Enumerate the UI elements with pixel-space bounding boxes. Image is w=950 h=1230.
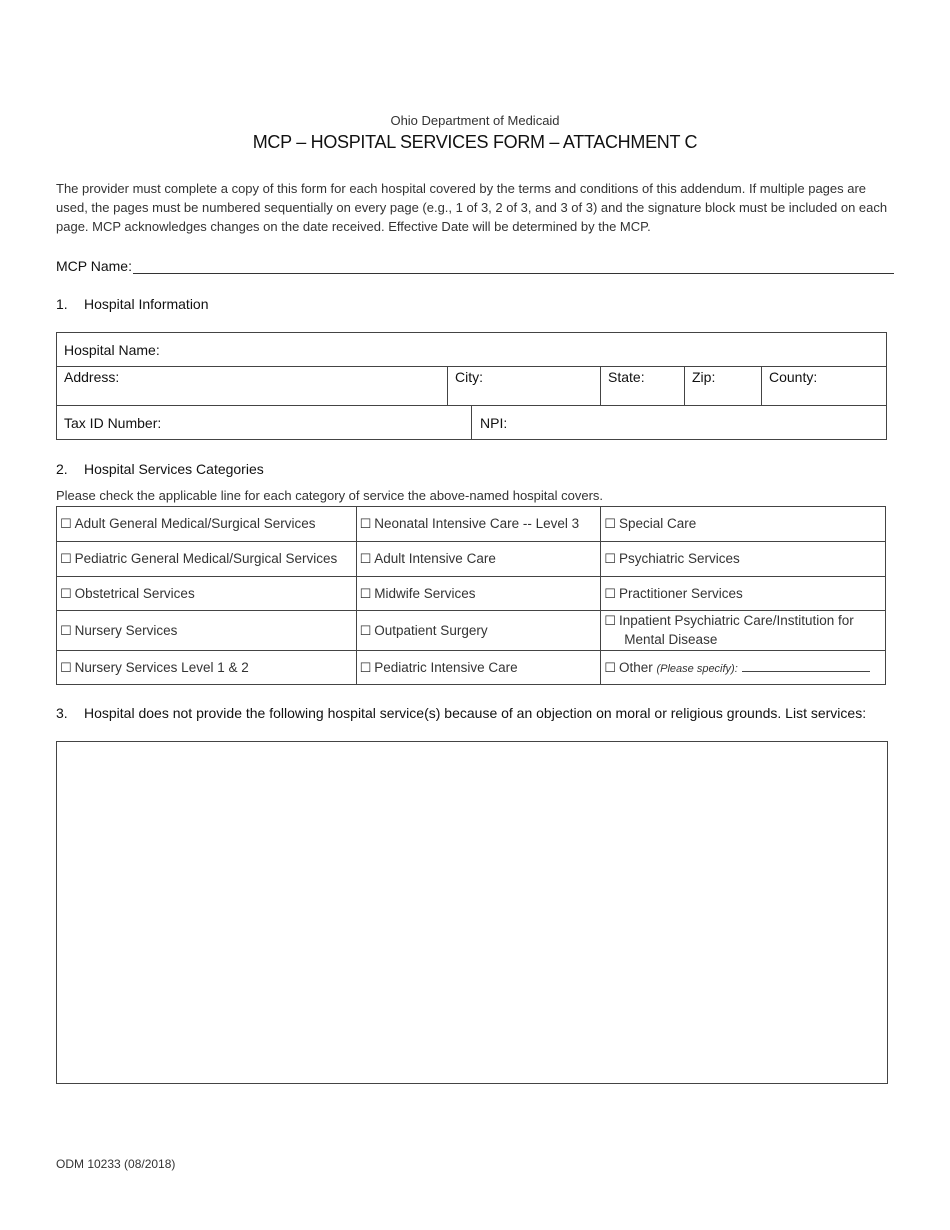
table-row — [57, 507, 886, 542]
category-label: Inpatient Psychiatric Care/Institution for — [618, 613, 854, 628]
checkbox-icon[interactable]: ☐ — [359, 586, 372, 602]
section3-number: 3. — [56, 705, 68, 721]
category-obstetrical[interactable] — [57, 577, 357, 611]
table-row — [57, 611, 886, 651]
services-objection-textarea[interactable] — [56, 741, 888, 1084]
category-label: Other — [618, 660, 653, 675]
category-pediatric-general[interactable] — [57, 542, 357, 577]
checkbox-icon[interactable]: ☐ — [359, 623, 372, 639]
category-nursery-level[interactable] — [57, 651, 357, 685]
section3-title: Hospital does not provide the following hospital service(s) because of an objection on moral or religious grounds. List services: — [84, 705, 867, 721]
intro-paragraph: The provider must complete a copy of this form for each hospital covered by the terms and conditions of this addendum. If multiple pages are used, the pages must be numbered sequentially on every page (e.g., 1 of 3, 2 of 3, and 3 of 3) and the signature block must be included on each page. MCP acknowledges changes on the date received. Effective Date will be determined by the MCP. — [56, 181, 888, 234]
checkbox-icon[interactable]: ☐ — [60, 660, 72, 676]
npi-field[interactable]: NPI: — [480, 415, 508, 431]
checkbox-icon[interactable]: ☐ — [604, 552, 616, 567]
category-label: Special Care — [618, 516, 697, 531]
category-practitioner[interactable] — [601, 577, 886, 611]
divider — [684, 366, 685, 405]
checkbox-icon[interactable]: ☐ — [359, 517, 372, 532]
category-label: Psychiatric Services — [618, 551, 740, 566]
checkbox-icon[interactable]: ☐ — [604, 517, 616, 532]
divider — [471, 405, 472, 440]
section3-heading — [56, 705, 866, 721]
category-label: Nursery Services Level 1 & 2 — [74, 659, 249, 675]
category-label: Obstetrical Services — [74, 585, 195, 601]
checkbox-icon[interactable]: ☐ — [359, 552, 372, 567]
checkbox-icon[interactable]: ☐ — [60, 586, 72, 602]
category-special-care[interactable] — [601, 507, 886, 542]
section1-number: 1. — [56, 296, 68, 312]
category-inpatient-psychiatric[interactable] — [601, 611, 886, 651]
checkbox-icon[interactable]: ☐ — [60, 623, 72, 639]
checkbox-icon[interactable]: ☐ — [60, 552, 72, 567]
address-field[interactable]: Address: — [64, 369, 120, 385]
zip-field[interactable]: Zip: — [692, 369, 716, 385]
hospital-name-field[interactable]: Hospital Name: — [64, 342, 160, 358]
city-field[interactable]: City: — [455, 369, 483, 385]
category-label-line2: Mental Disease — [624, 632, 718, 647]
section2-heading — [56, 461, 264, 477]
table-row — [57, 651, 886, 685]
form-title: MCP – HOSPITAL SERVICES FORM – ATTACHMENT C — [252, 132, 698, 152]
category-psychiatric[interactable] — [601, 542, 886, 577]
divider — [56, 366, 887, 367]
table-row — [57, 577, 886, 611]
divider — [447, 366, 448, 405]
checkbox-icon[interactable]: ☐ — [60, 517, 72, 532]
category-other[interactable] — [601, 651, 886, 685]
checkbox-icon[interactable]: ☐ — [604, 614, 616, 629]
category-label: Pediatric General Medical/Surgical Services — [74, 551, 338, 566]
agency-name: Ohio Department of Medicaid — [390, 113, 560, 128]
category-label: Outpatient Surgery — [374, 622, 488, 638]
section2-number: 2. — [56, 461, 68, 477]
category-outpatient-surgery[interactable] — [356, 611, 601, 651]
checkbox-icon[interactable]: ☐ — [604, 661, 616, 676]
category-adult-general[interactable] — [57, 507, 357, 542]
divider — [761, 366, 762, 405]
category-neonatal-icu[interactable] — [356, 507, 601, 542]
categories-note: Please check the applicable line for each category of service the above-named hospital covers. — [56, 488, 604, 503]
mcp-name-label: MCP Name: — [56, 258, 132, 274]
section1-heading — [56, 296, 209, 312]
section2-title: Hospital Services Categories — [84, 461, 264, 477]
checkbox-icon[interactable]: ☐ — [604, 586, 616, 602]
category-label: Practitioner Services — [618, 585, 743, 601]
category-midwife[interactable] — [356, 577, 601, 611]
category-pediatric-icu[interactable] — [356, 651, 601, 685]
other-specify-label: (Please specify): — [656, 663, 738, 675]
state-field[interactable]: State: — [608, 369, 645, 385]
tax-id-field[interactable]: Tax ID Number: — [64, 415, 162, 431]
section1-title: Hospital Information — [84, 296, 209, 312]
category-label: Adult General Medical/Surgical Services — [74, 516, 316, 531]
category-adult-icu[interactable] — [356, 542, 601, 577]
form-id: ODM 10233 (08/2018) — [56, 1157, 176, 1171]
category-label: Neonatal Intensive Care -- Level 3 — [374, 516, 580, 531]
divider — [600, 366, 601, 405]
category-label: Adult Intensive Care — [374, 551, 496, 566]
category-nursery[interactable] — [57, 611, 357, 651]
category-label: Midwife Services — [374, 585, 476, 601]
category-label: Nursery Services — [74, 622, 178, 638]
services-categories-table — [56, 506, 886, 685]
category-label: Pediatric Intensive Care — [374, 659, 518, 675]
checkbox-icon[interactable]: ☐ — [359, 660, 372, 676]
table-row — [57, 542, 886, 577]
other-specify-field[interactable] — [742, 659, 870, 672]
county-field[interactable]: County: — [769, 369, 818, 385]
mcp-name-field[interactable] — [133, 273, 894, 274]
mcp-name-row — [56, 256, 894, 274]
